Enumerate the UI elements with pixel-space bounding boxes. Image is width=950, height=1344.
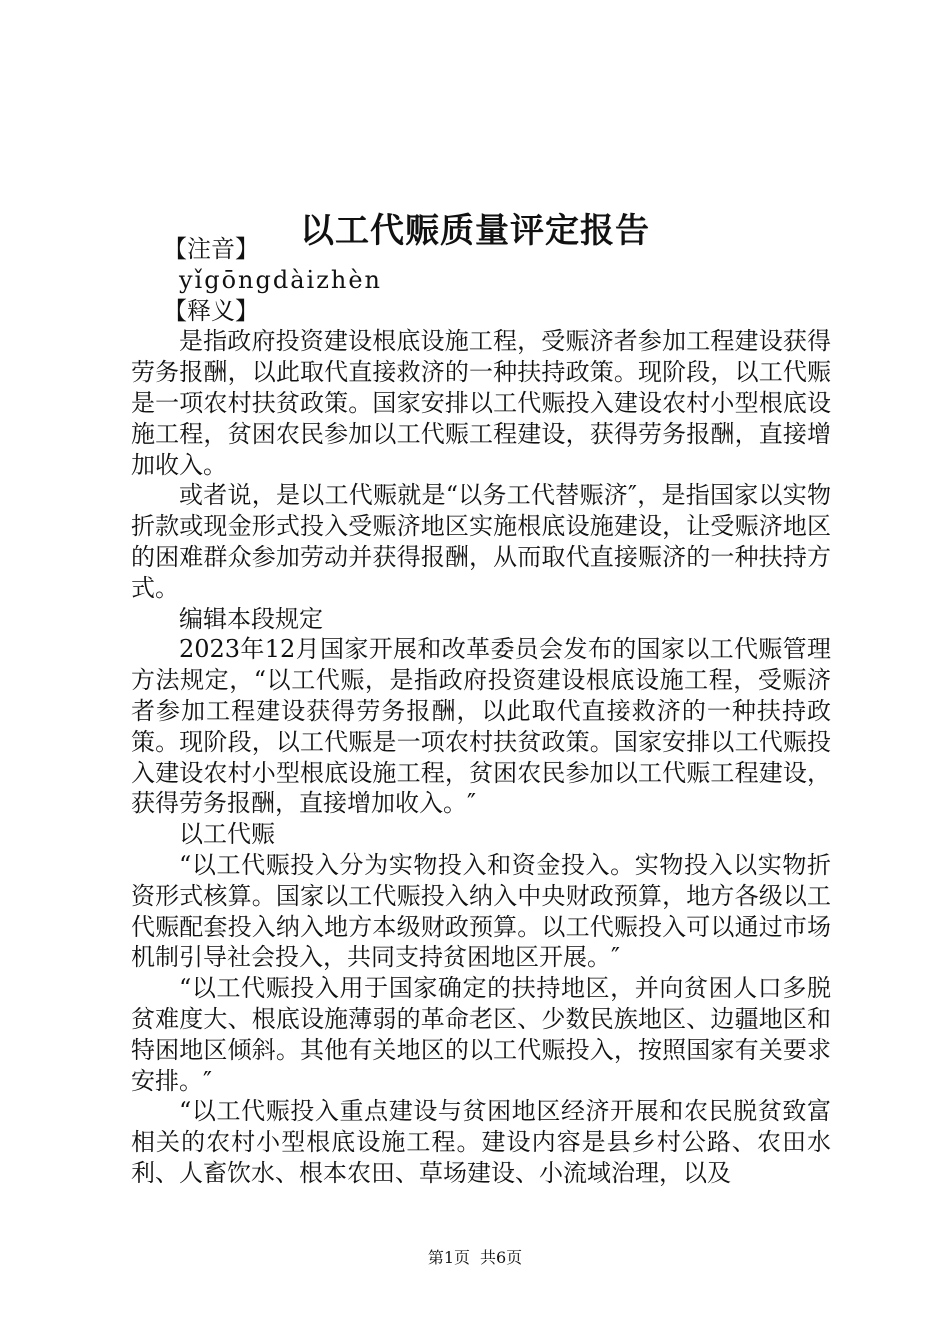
paragraph-alternative: 或者说，是以工代赈就是“以务工代替赈济″，是指国家以实物折款或现金形式投入受赈济地区实施根底设施建设，让受赈济地区的困难群众参加劳动并获得报酬，从而取代直接赈济的一种扶持方式。 — [131, 481, 831, 602]
paragraph-definition: 是指政府投资建设根底设施工程，受赈济者参加工程建设获得劳务报酬，以此取代直接救济的一种扶持政策。现阶段，以工代赈是一项农村扶贫政策。国家安排以工代赈投入建设农村小型根底设施工程，贫困农民参加以工代赈工程建设，获得劳务报酬，直接增加收入。 — [131, 327, 831, 479]
document-body — [131, 234, 831, 1189]
document-title: 以工代赈质量评定报告 — [300, 210, 650, 251]
paragraph-construction: “以工代赈投入重点建设与贫困地区经济开展和农民脱贫致富相关的农村小型根底设施工程。建设内容是县乡村公路、农田水利、人畜饮水、根本农田、草场建设、小流域治理，以及 — [131, 1097, 831, 1187]
section-heading-yigongdaizhen: 以工代赈 — [179, 820, 275, 849]
page-footer — [0, 1248, 950, 1268]
paragraph-regulation: 2023年12月国家开展和改革委员会发布的国家以工代赈管理方法规定，“以工代赈，是指政府投资建设根底设施工程，受赈济者参加工程建设获得劳务报酬，以此取代直接救济的一种扶持政策。现阶段，以工代赈是一项农村扶贫政策。国家安排以工代赈投入建设农村小型根底设施工程，贫困农民参加以工代赈工程建设，获得劳务报酬，直接增加收入。″ — [131, 635, 831, 818]
page-number: 第1页 — [427, 1248, 470, 1267]
zhuyin-label: 【注音】 — [163, 235, 259, 263]
paragraph-investment: “以工代赈投入分为实物投入和资金投入。实物投入以实物折资形式核算。国家以工代赈投入纳入中央财政预算，地方各级以工代赈配套投入纳入地方本级财政预算。以工代赈投入可以通过市场机制引导社会投入，共同支持贫困地区开展。″ — [131, 850, 831, 972]
pinyin-text: yǐgōngdàizhèn — [179, 265, 382, 294]
page-total: 共6页 — [480, 1248, 523, 1267]
shiyi-label: 【释义】 — [163, 296, 259, 325]
section-heading-regulation: 编辑本段规定 — [179, 604, 323, 633]
paragraph-regions: “以工代赈投入用于国家确定的扶持地区，并向贫困人口多脱贫难度大、根底设施薄弱的革命老区、少数民族地区、边疆地区和特困地区倾斜。其他有关地区的以工代赈投入，按照国家有关要求安排。″ — [131, 974, 831, 1095]
